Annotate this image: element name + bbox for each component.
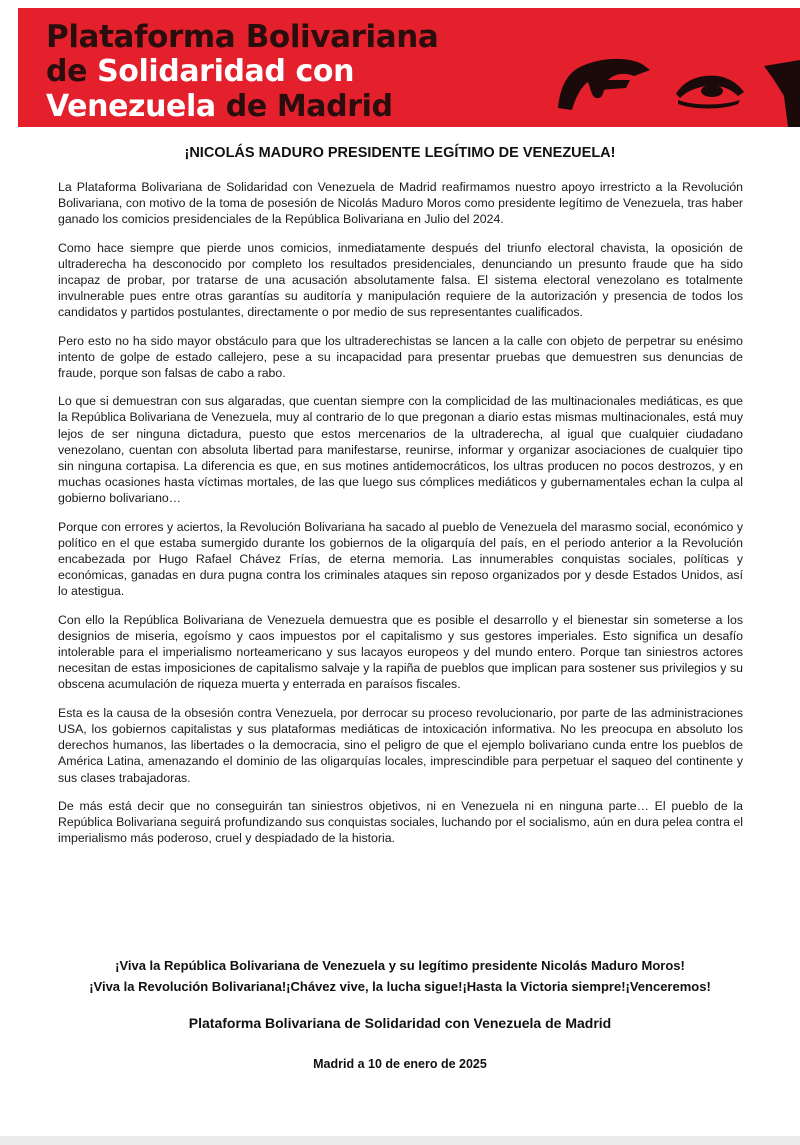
header-line-3-suffix: de Madrid (225, 89, 393, 124)
date-line: Madrid a 10 de enero de 2025 (313, 1057, 487, 1071)
paragraph: Lo que si demuestran con sus algaradas, que cuentan siempre con la complicidad de las multinacionales mediáticas, es que la República Bolivariana de Venezuela, muy al contrario de lo que pregonan a diario estas mismas multinacionales, está muy lejos de ser ninguna dictadura, puesto que estos mercenarios de la ultraderecha, al igual que cualquier ciudadano venezolano, cuentan con absoluta libertad para manifestarse, reunirse, informar y organizar asociaciones de cualquier tipo sin ninguna cortapisa. La diferencia es que, en sus motines antidemocráticos, los ultras producen no pocos destrozos, y en muchas ocasiones hasta víctimas mortales, de las que luego sus cómplices mediáticos y gubernamentales echan la culpa al gobierno bolivariano… (58, 394, 743, 506)
paragraph: La Plataforma Bolivariana de Solidaridad con Venezuela de Madrid reafirmamos nuestro apoyo irrestricto a la Revolución Bolivariana, con motivo de la toma de posesión de Nicolás Maduro Moros como presidente legítimo de Venezuela, tras haber ganado los comicios presidenciales de la República Bolivariana en Julio del 2024. (58, 180, 743, 227)
closing-line-1: ¡Viva la República Bolivariana de Venezuela y su legítimo presidente Nicolás Maduro Moros! (115, 958, 685, 973)
header-banner (18, 8, 800, 127)
paragraph: Esta es la causa de la obsesión contra Venezuela, por derrocar su proceso revolucionario, por parte de las administraciones USA, los gobiernos capitalistas y sus plataformas mediáticas de intoxicación informativa. No les preocupa en absoluto los derechos humanos, las libertades o la democracia, sino el peligro de que el ejemplo bolivariano cunda entre los pueblos de América Latina, amenazando el dominio de las oligarquías locales, imprescindible para perpetuar el saqueo del continente y sus clases trabajadoras. (58, 705, 743, 785)
page-title: ¡NICOLÁS MADURO PRESIDENTE LEGÍTIMO DE VENEZUELA! (184, 145, 616, 161)
paragraph: Porque con errores y aciertos, la Revolución Bolivariana ha sacado al pueblo de Venezuela del marasmo social, económico y político en el que estaba sumergido durante los gobiernos de la oligarquía del país, en el periodo anterior a la Revolución encabezada por Hugo Rafael Chávez Frías, de eterna memoria. Las innumerables conquistas sociales, políticas y económicas, ganadas en dura pugna contra los criminales ataques sin reposo organizados por y desde Estados Unidos, así lo atestigua. (58, 519, 743, 599)
paragraph: De más está decir que no conseguirán tan siniestros objetivos, ni en Venezuela ni en ninguna parte… El pueblo de la República Bolivariana seguirá profundizando sus conquistas sociales, luchando por el socialismo, aún en dura pelea contra el imperialismo más poderoso, cruel y despiadado de la historia. (58, 798, 743, 846)
letter-body (58, 179, 743, 858)
paragraph: Pero esto no ha sido mayor obstáculo para que los ultraderechistas se lancen a la calle con objeto de perpetrar su enésimo intento de golpe de estado callejero, pese a su incapacidad para presentar pruebas que demuestren sus denuncias de fraude, porque son falsas de cabo a rabo. (58, 333, 743, 381)
header-line-3-main: Venezuela (46, 89, 216, 124)
closing-slogans (0, 955, 800, 997)
header-line-3 (46, 90, 393, 124)
header-line-2-prefix: de (46, 54, 88, 89)
header-line-2 (46, 55, 354, 89)
paragraph: Como hace siempre que pierde unos comicios, inmediatamente después del triunfo electoral chavista, la oposición de ultraderecha ha desconocido por completo los resultados presidenciales, denunciando un presunto fraude que ha sido incapaz de probar, por tratarse de una acusación absolutamente falsa. El sistema electoral venezolano es totalmente invulnerable pues entre otras garantías su auditoría y manipulación requiere de la autorización y presencia de todos los candidatos y partidos postulantes, directamente o por medio de sus representantes cualificados. (58, 240, 743, 320)
header-line-2-main: Solidaridad con (97, 54, 355, 89)
closing-line-2: ¡Viva la Revolución Bolivariana!¡Chávez vive, la lucha sigue!¡Hasta la Victoria siempre!¡Venceremos! (89, 979, 711, 994)
chavez-eyes-icon (538, 36, 800, 127)
header-line-1: Plataforma Bolivariana (46, 19, 439, 55)
signature: Plataforma Bolivariana de Solidaridad con Venezuela de Madrid (188, 1015, 612, 1031)
paragraph: Con ello la República Bolivariana de Venezuela demuestra que es posible el desarrollo y el bienestar sin someterse a los designios de miseria, egoísmo y caos impuestos por el capitalismo y sus gestores imperiales. Esto significa un desafío intolerable para el imperialismo norteamericano y sus lacayos europeos y del mundo entero. Porque tan siniestros actores necesitan de estas imposiciones de capitalismo salvaje y la rapiña de pueblos que implican para sostener sus privilegios y su obscena acumulación de riqueza muerta y enterrada en paraísos fiscales. (58, 612, 743, 692)
